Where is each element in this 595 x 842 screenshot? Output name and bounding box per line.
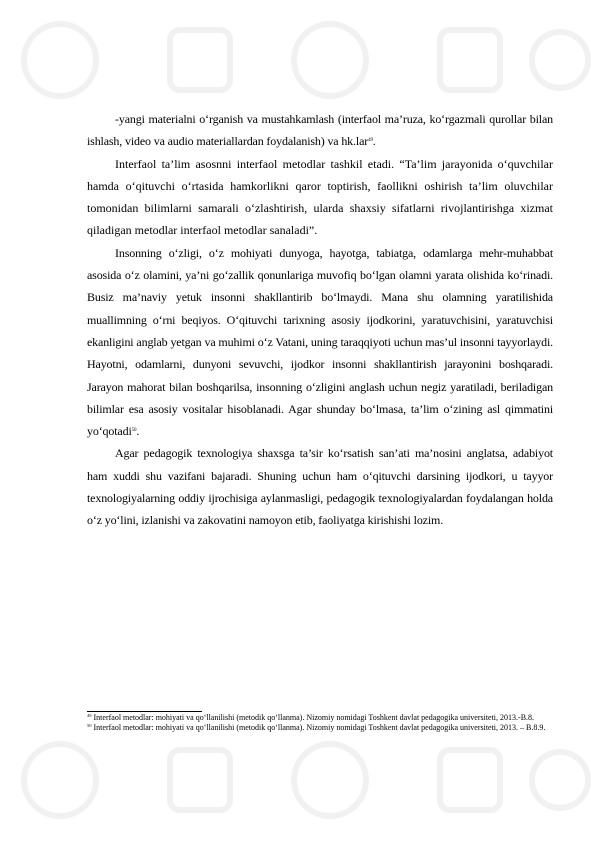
footnote-separator (87, 711, 202, 712)
paragraph (87, 108, 553, 153)
paragraph-text: Agar pedagogik texnologiya shaxsga ta’sir ko‘rsatish san’ati ma’nosini anglatsa, adabiyot ham xuddi shu vazifani bajaradi. Shuning uchun ham o‘qituvchi darsining ijodkori, u tayyor texnologiyalarning oddiy ijrochisiga aylanmasligi, pedagogik texnologiyalardan foydalangan holda o‘z yo‘lini, izlanishi va zakovatini namoyon etib, faoliyatga kirishishi lozim. (87, 446, 553, 528)
paragraph-text: -yangi materialni o‘rganish va mustahkamlash (interfaol ma’ruza, ko‘rgazmali qurollar bilan ishlash, video va audio materiallardan foydalanish) va hk.lar (87, 112, 553, 149)
footnote (87, 713, 553, 723)
paragraph (87, 153, 553, 242)
footnote-ref[interactable]: 50 (131, 428, 137, 434)
footnote-text: Interfaol metodlar: mohiyati va qo‘llanilishi (metodik qo‘llanma). Nizomiy nomidagi Toshkent davlat pedagogika universiteti, 2013. – B.8.9. (91, 722, 546, 732)
paragraph-tail: . (136, 424, 140, 439)
footnote-ref[interactable]: 49 (368, 138, 373, 144)
footnotes (87, 713, 553, 733)
footnote-number: 50 (87, 722, 92, 728)
footnote-text: Interfaol metodlar: mohiyati va qo‘llanilishi (metodik qo‘llanma). Nizomiy nomidagi Toshkent davlat pedagogika universiteti, 2013.-B.8. (91, 713, 535, 722)
paragraph-tail: . (372, 134, 376, 149)
footnote (87, 723, 553, 733)
paragraph-text: Insonning o‘zligi, o‘z mohiyati dunyoga, hayotga, tabiatga, odamlarga mehr-muhabbat asosida o‘z olamini, ya’ni go‘zallik qonunlariga muvofiq bo‘lgan olamni yarata olishida ko‘rinadi. Busiz ma’naviy yetuk insonni shakllantirib bo‘lmaydi. Mana shu olamning yaratilishida muallimning o‘rni beqiyos. O‘qituvchi tarixning asosiy ijodkorini, yaratuvchisini, yaratuvchisi ekanligini anglab yetgan va muhimi o‘z Vatani, uning taraqqiyoti uchun mas’ul insonni tayyorlaydi. Hayotni, odamlarni, dunyoni sevuvchi, ijodkor insonni shakllantirish jarayonini boshqaradi. Jarayon mahorat bilan boshqarilsa, insonning o‘zligini anglash uchun negiz yaratiladi, beriladigan bilimlar esa asosiy vositalar hisoblanadi. Agar shunday bo‘lmasa, ta’lim o‘zining asl qimmatini yo‘qotadi (87, 245, 553, 439)
paragraph (87, 242, 553, 443)
footnote-number: 49 (87, 713, 92, 718)
document-body (87, 108, 553, 532)
paragraph (87, 442, 553, 531)
paragraph-text: Interfaol ta’lim asosnni interfaol metodlar tashkil etadi. “Ta’lim jarayonida o‘quvchilar hamda o‘qituvchi o‘rtasida hamkorlikni qaror toptirish, faollikni oshirish ta’lim oluvchilar tomonidan bilimlarni samarali o‘zlashtirish, ularda shaxsiy sifatlarni rivojlantirishga xizmat qiladigan metodlar interfaol metodlar sanaladi”. (87, 156, 553, 238)
